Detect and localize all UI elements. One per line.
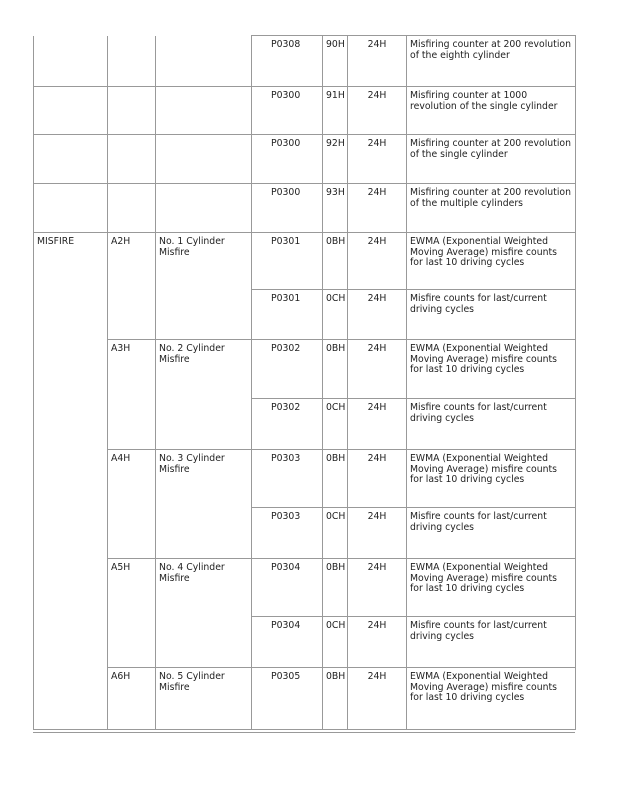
table-row: [34, 233, 576, 290]
unit-cell: 24H: [348, 135, 407, 184]
code-cell: A2H: [108, 233, 156, 340]
table-row: [34, 87, 576, 135]
mid-cell: 90H: [323, 36, 348, 87]
test-id-cell: P0302: [252, 399, 323, 450]
description-cell: [156, 87, 252, 135]
code-cell: [108, 184, 156, 233]
unit-cell: 24H: [348, 184, 407, 233]
mid-cell: 0BH: [323, 559, 348, 617]
mid-cell: 0BH: [323, 340, 348, 399]
mid-cell: 0CH: [323, 399, 348, 450]
test-id-cell: P0308: [252, 36, 323, 87]
description-cell: No. 5 Cylinder Misfire: [156, 668, 252, 730]
item-cell: [34, 87, 108, 135]
test-id-cell: P0300: [252, 184, 323, 233]
mid-cell: 92H: [323, 135, 348, 184]
item-cell: [34, 135, 108, 184]
test-description-cell: EWMA (Exponential Weighted Moving Average) misfire counts for last 10 driving cycles: [407, 233, 576, 290]
unit-cell: 24H: [348, 290, 407, 340]
test-id-cell: P0302: [252, 340, 323, 399]
test-id-cell: P0300: [252, 87, 323, 135]
test-id-cell: P0301: [252, 233, 323, 290]
unit-cell: 24H: [348, 450, 407, 508]
test-description-cell: Misfiring counter at 200 revolution of the eighth cylinder: [407, 36, 576, 87]
test-description-cell: EWMA (Exponential Weighted Moving Average) misfire counts for last 10 driving cycles: [407, 559, 576, 617]
test-id-cell: P0300: [252, 135, 323, 184]
test-description-cell: Misfiring counter at 1000 revolution of the single cylinder: [407, 87, 576, 135]
test-description-cell: Misfire counts for last/current driving cycles: [407, 399, 576, 450]
unit-cell: 24H: [348, 36, 407, 87]
test-description-cell: Misfiring counter at 200 revolution of the multiple cylinders: [407, 184, 576, 233]
unit-cell: 24H: [348, 233, 407, 290]
description-cell: No. 2 Cylinder Misfire: [156, 340, 252, 450]
description-cell: [156, 135, 252, 184]
description-cell: [156, 36, 252, 87]
test-id-cell: P0304: [252, 559, 323, 617]
unit-cell: 24H: [348, 668, 407, 730]
unit-cell: 24H: [348, 340, 407, 399]
description-cell: [156, 184, 252, 233]
item-cell: [34, 184, 108, 233]
table-row: [34, 668, 576, 730]
test-description-cell: EWMA (Exponential Weighted Moving Average) misfire counts for last 10 driving cycles: [407, 450, 576, 508]
table-row: [34, 36, 576, 87]
code-cell: A5H: [108, 559, 156, 668]
mid-cell: 93H: [323, 184, 348, 233]
table-row: [34, 135, 576, 184]
mid-cell: 0CH: [323, 290, 348, 340]
code-cell: [108, 36, 156, 87]
test-description-cell: EWMA (Exponential Weighted Moving Average) misfire counts for last 10 driving cycles: [407, 340, 576, 399]
test-id-cell: P0304: [252, 617, 323, 668]
code-cell: [108, 87, 156, 135]
code-cell: A4H: [108, 450, 156, 559]
table-bottom-rule: [33, 732, 575, 733]
description-cell: No. 1 Cylinder Misfire: [156, 233, 252, 340]
code-cell: A3H: [108, 340, 156, 450]
test-id-cell: P0305: [252, 668, 323, 730]
test-id-cell: P0301: [252, 290, 323, 340]
unit-cell: 24H: [348, 87, 407, 135]
description-cell: No. 4 Cylinder Misfire: [156, 559, 252, 668]
description-cell: No. 3 Cylinder Misfire: [156, 450, 252, 559]
misfire-monitor-table: [33, 35, 576, 730]
mid-cell: 0CH: [323, 617, 348, 668]
test-id-cell: P0303: [252, 450, 323, 508]
test-description-cell: Misfire counts for last/current driving cycles: [407, 617, 576, 668]
code-cell: [108, 135, 156, 184]
unit-cell: 24H: [348, 399, 407, 450]
unit-cell: 24H: [348, 617, 407, 668]
table-row: [34, 184, 576, 233]
test-id-cell: P0303: [252, 508, 323, 559]
mid-cell: 0CH: [323, 508, 348, 559]
test-description-cell: Misfire counts for last/current driving cycles: [407, 290, 576, 340]
test-description-cell: EWMA (Exponential Weighted Moving Average) misfire counts for last 10 driving cycles: [407, 668, 576, 730]
table-row: [34, 559, 576, 617]
test-description-cell: Misfiring counter at 200 revolution of the single cylinder: [407, 135, 576, 184]
mid-cell: 0BH: [323, 450, 348, 508]
item-cell: MISFIRE: [34, 233, 108, 730]
code-cell: A6H: [108, 668, 156, 730]
table-row: [34, 450, 576, 508]
item-cell: [34, 36, 108, 87]
mid-cell: 0BH: [323, 668, 348, 730]
unit-cell: 24H: [348, 559, 407, 617]
mid-cell: 0BH: [323, 233, 348, 290]
unit-cell: 24H: [348, 508, 407, 559]
table-row: [34, 340, 576, 399]
mid-cell: 91H: [323, 87, 348, 135]
test-description-cell: Misfire counts for last/current driving cycles: [407, 508, 576, 559]
